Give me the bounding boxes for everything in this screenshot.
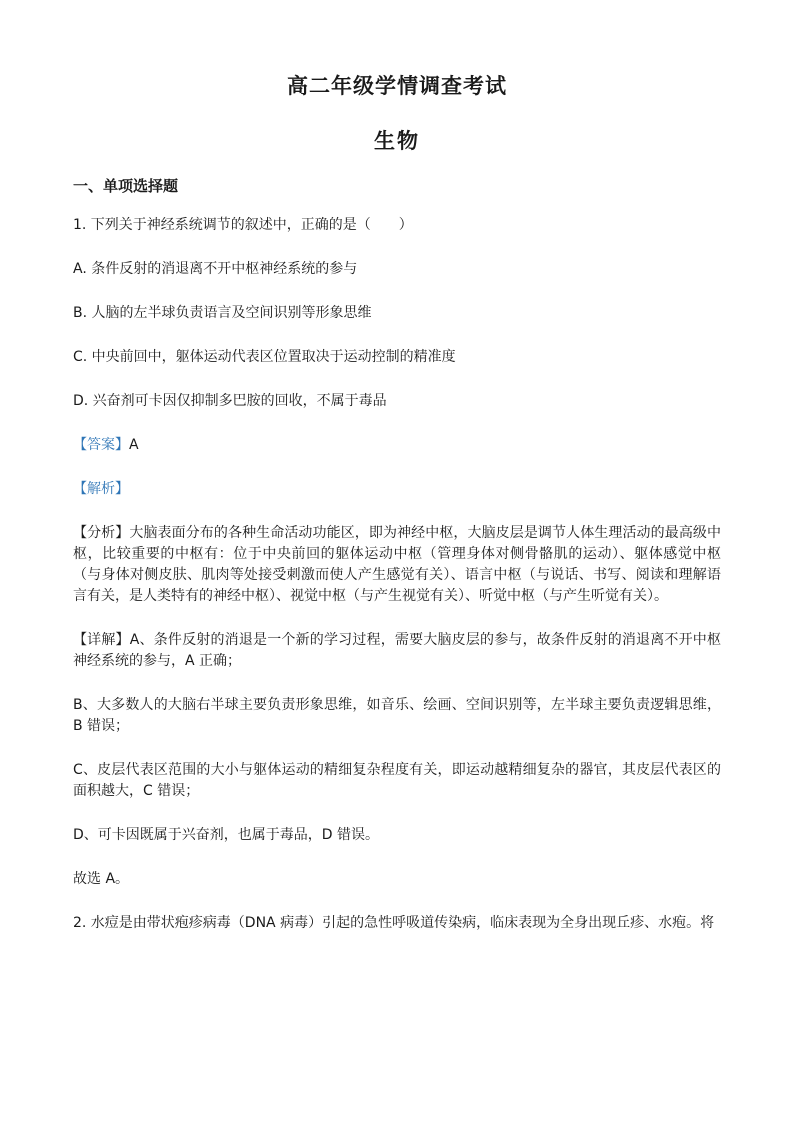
- detail-b: B、大多数人的大脑右半球主要负责形象思维，如音乐、绘画、空间识别等，左半球主要负责逻辑思维，B 错误；: [73, 697, 721, 734]
- answer-tag: 【答案】: [73, 437, 129, 453]
- xiangjie-paragraph: [73, 630, 721, 672]
- question-1-option-d: D. 兴奋剂可卡因仅抑制多巴胺的回收，不属于毒品: [73, 393, 387, 409]
- xiangjie-a: A、条件反射的消退是一个新的学习过程，需要大脑皮层的参与，故条件反射的消退离不开中枢神经系统的参与，A 正确；: [73, 632, 721, 669]
- fenxi-text: 大脑表面分布的各种生命活动功能区，即为神经中枢，大脑皮层是调节人体生理活动的最高级中枢，比较重要的中枢有：位于中央前回的躯体运动中枢（管理身体对侧骨骼肌的运动）、躯体感觉中枢（与身体对侧皮肤、肌肉等处接受刺激而使人产生感觉有关）、语言中枢（与说话、书写、阅读和理解语言有关，是人类特有的神经中枢）、视觉中枢（与产生视觉有关）、听觉中枢（与产生听觉有关）。: [73, 525, 722, 604]
- page-title: 高二年级学情调查考试: [287, 73, 507, 98]
- fenxi-paragraph: [73, 523, 721, 607]
- answer-line: [73, 435, 721, 456]
- detail-d: D、可卡因既属于兴奋剂，也属于毒品，D 错误。: [73, 827, 380, 843]
- question-1-option-b: B. 人脑的左半球负责语言及空间识别等形象思维: [73, 305, 372, 321]
- answer-value: A: [129, 437, 139, 453]
- subject-title: 生物: [374, 128, 420, 153]
- document-body: [73, 176, 721, 957]
- analysis-tag: 【解析】: [73, 481, 129, 497]
- fenxi-tag: 【分析】: [73, 525, 130, 541]
- question-1-option-a: A. 条件反射的消退离不开中枢神经系统的参与: [73, 261, 358, 277]
- analysis-line: [73, 479, 721, 500]
- xiangjie-tag: 【详解】: [73, 632, 130, 648]
- question-1-stem: 1. 下列关于神经系统调节的叙述中，正确的是（ ）: [73, 217, 413, 233]
- question-1-option-c: C. 中央前回中，躯体运动代表区位置取决于运动控制的精准度: [73, 349, 456, 365]
- section-heading: 一、单项选择题: [73, 177, 179, 195]
- detail-c: C、皮层代表区范围的大小与躯体运动的精细复杂程度有关，即运动越精细复杂的器官，其皮层代表区的面积越大，C 错误；: [73, 762, 721, 799]
- question-2-stem: 2. 水痘是由带状疱疹病毒（DNA 病毒）引起的急性呼吸道传染病，临床表现为全身出现丘疹、水疱。将: [73, 915, 715, 931]
- conclusion: 故选 A。: [73, 871, 130, 887]
